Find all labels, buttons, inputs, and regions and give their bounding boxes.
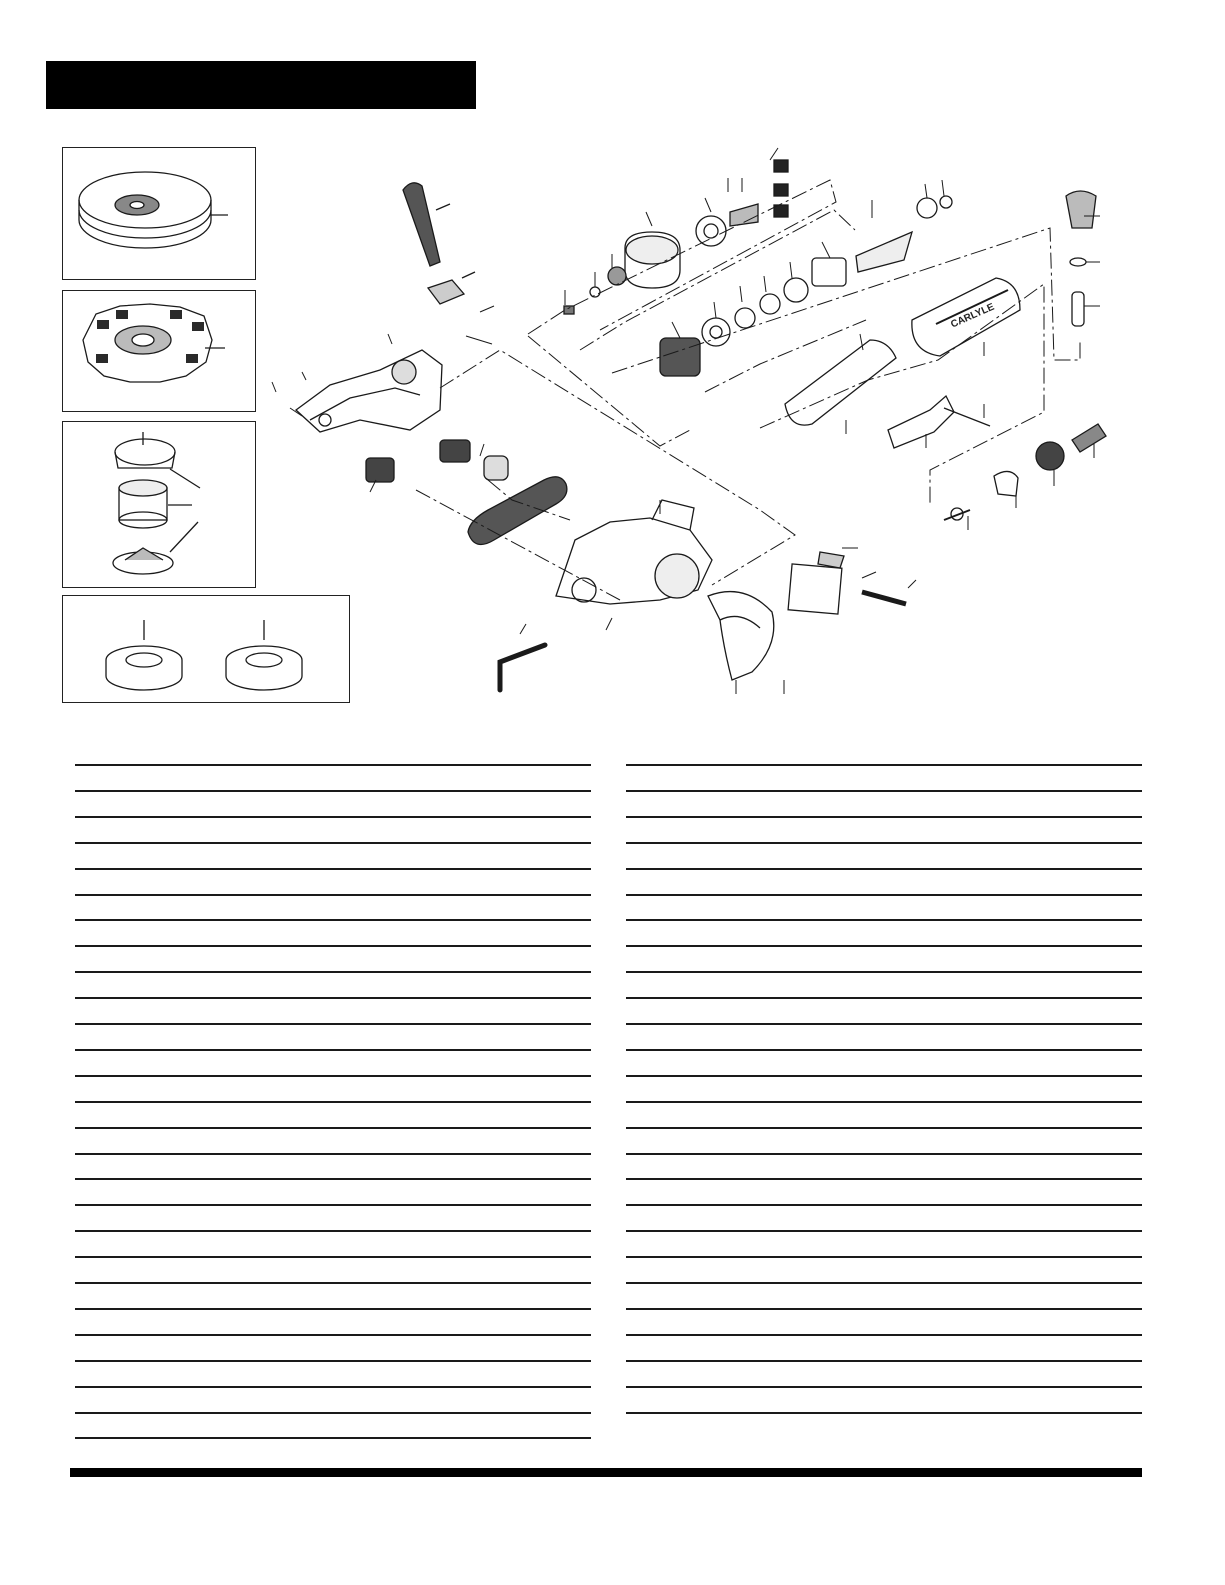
table-row [626, 997, 1142, 999]
table-row [626, 1386, 1142, 1388]
table-row [626, 945, 1142, 947]
table-row [75, 764, 591, 766]
main-housing [296, 350, 442, 432]
table-row [626, 1049, 1142, 1051]
table-row [626, 1023, 1142, 1025]
table-row [626, 1334, 1142, 1336]
table-row [75, 1127, 591, 1129]
table-row [626, 1075, 1142, 1077]
table-row [626, 764, 1142, 766]
gear-housing [556, 500, 712, 604]
table-row [626, 1412, 1142, 1414]
table-row [626, 1282, 1142, 1284]
table-row [75, 790, 591, 792]
table-row [626, 1230, 1142, 1232]
table-row [75, 1412, 591, 1414]
backing-plate [83, 304, 225, 382]
table-row [75, 1178, 591, 1180]
clip-pad-assembly [113, 432, 200, 574]
table-row [75, 971, 591, 973]
footer-rule [70, 1468, 1142, 1477]
table-row [75, 1386, 591, 1388]
polishing-pad [79, 172, 228, 248]
table-row [626, 816, 1142, 818]
table-row [75, 919, 591, 921]
motor-parts-row1 [564, 160, 788, 314]
guard [708, 592, 774, 680]
table-row [75, 997, 591, 999]
table-row [626, 1256, 1142, 1258]
table-row [626, 894, 1142, 896]
table-row [75, 868, 591, 870]
table-row [75, 816, 591, 818]
table-row [75, 1334, 591, 1336]
table-row [75, 1023, 591, 1025]
table-row [626, 1127, 1142, 1129]
table-row [626, 971, 1142, 973]
table-row [626, 1153, 1142, 1155]
drive-belt [468, 477, 567, 545]
table-row [75, 1282, 591, 1284]
table-row [75, 1049, 591, 1051]
table-row [75, 1360, 591, 1362]
exploded-parts-diagram [0, 0, 1225, 760]
assembly-axis-lines [416, 180, 1080, 600]
motor-housing-and-grip [785, 278, 1020, 425]
table-row [75, 1437, 591, 1439]
side-handle [403, 183, 475, 304]
table-row [75, 1256, 591, 1258]
hex-key [500, 645, 545, 690]
table-row [626, 868, 1142, 870]
table-row [626, 1308, 1142, 1310]
brand-mark-text: CARLYLE [949, 301, 997, 331]
table-row [75, 1101, 591, 1103]
table-row [626, 1204, 1142, 1206]
table-row [75, 1204, 591, 1206]
sponge-ring-pair [106, 620, 302, 690]
table-row [75, 945, 591, 947]
table-row [626, 919, 1142, 921]
table-row [75, 1075, 591, 1077]
table-row [75, 1153, 591, 1155]
table-row [626, 1360, 1142, 1362]
table-row [75, 1230, 591, 1232]
spindle-gears [366, 440, 508, 482]
lever-plate [788, 552, 906, 614]
table-row [626, 1101, 1142, 1103]
trigger-and-valve [888, 396, 1106, 520]
table-row [75, 894, 591, 896]
table-row [75, 842, 591, 844]
table-row [626, 790, 1142, 792]
table-row [626, 1178, 1142, 1180]
table-row [626, 842, 1142, 844]
table-row [75, 1308, 591, 1310]
